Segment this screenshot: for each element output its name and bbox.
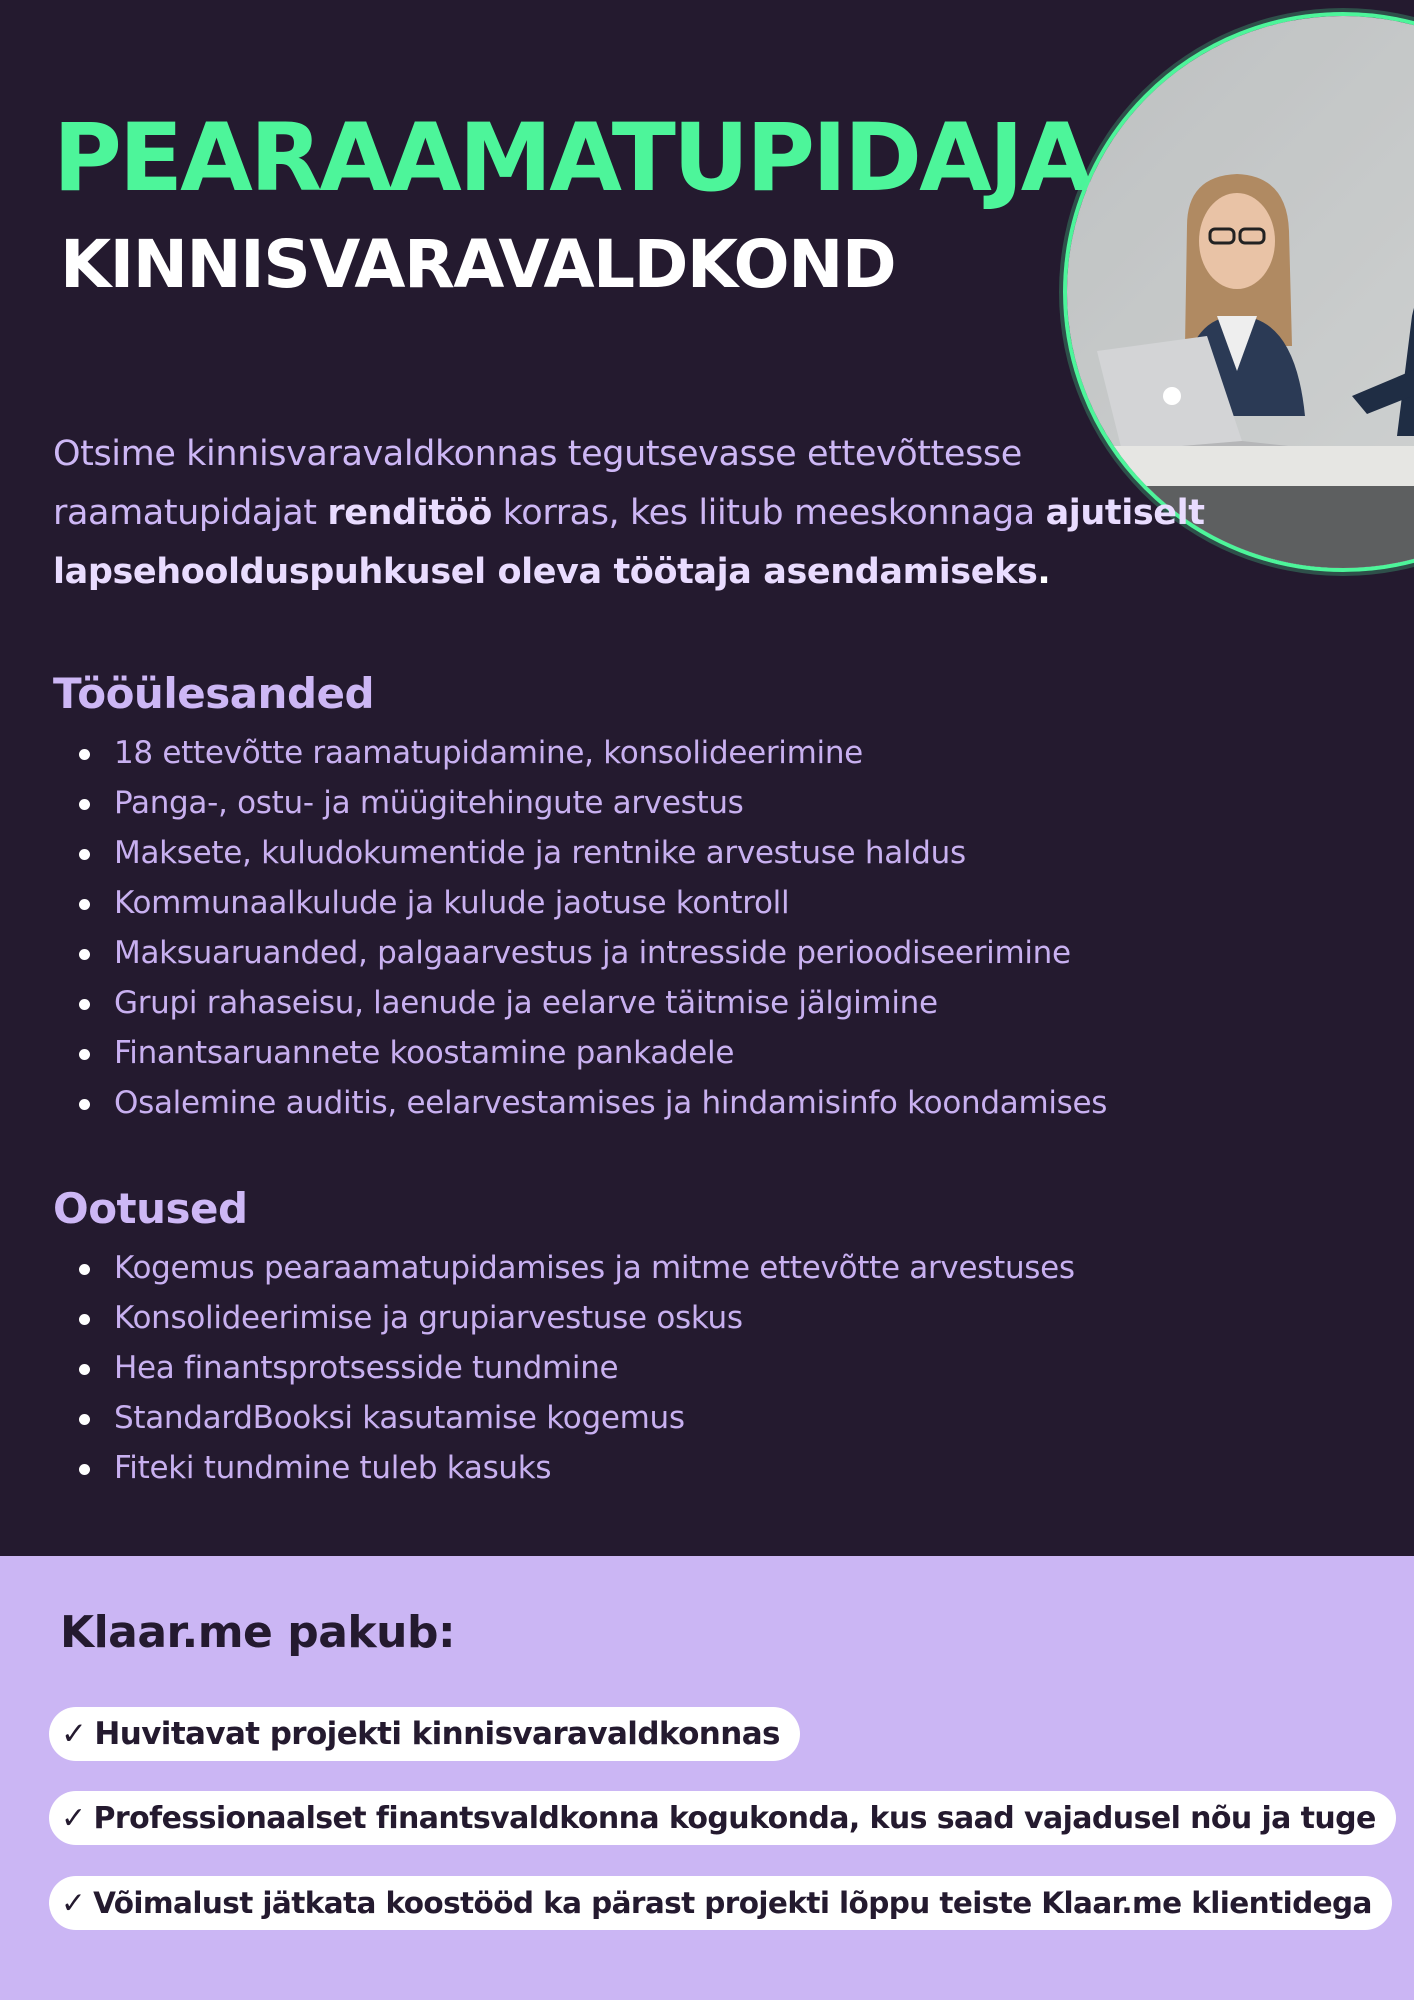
list-item: StandardBooksi kasutamise kogemus — [53, 1393, 1253, 1443]
list-item: Finantsaruannete koostamine pankadele — [53, 1028, 1253, 1078]
offer-item — [49, 1791, 1396, 1845]
check-icon: ✓ — [61, 1886, 86, 1920]
list-item: Fiteki tundmine tuleb kasuks — [53, 1443, 1253, 1493]
check-icon: ✓ — [61, 1800, 86, 1836]
intro-end: . — [1037, 552, 1051, 592]
offer-item — [49, 1876, 1392, 1930]
offer-item — [49, 1707, 800, 1761]
list-item: Osalemine auditis, eelarvestamises ja hindamisinfo koondamises — [53, 1078, 1253, 1128]
intro-paragraph — [53, 425, 1233, 602]
tasks-title: Tööülesanded — [53, 669, 375, 718]
list-item: Hea finantsprotsesside tundmine — [53, 1343, 1253, 1393]
list-item: Maksuaruanded, palgaarvestus ja intresside perioodiseerimine — [53, 928, 1253, 978]
intro-text-2: korras, kes liitub meeskonnaga — [491, 493, 1046, 533]
expectations-list — [53, 1243, 1253, 1493]
expectations-title: Ootused — [53, 1184, 248, 1233]
offer-section — [0, 1556, 1414, 2000]
list-item: Kommunaalkulude ja kulude jaotuse kontroll — [53, 878, 1253, 928]
page-subtitle: KINNISVARAVALDKOND — [60, 226, 896, 303]
list-item: 18 ettevõtte raamatupidamine, konsolideerimine — [53, 728, 1253, 778]
check-icon: ✓ — [61, 1716, 87, 1752]
list-item: Kogemus pearaamatupidamises ja mitme ettevõtte arvestuses — [53, 1243, 1253, 1293]
list-item: Konsolideerimise ja grupiarvestuse oskus — [53, 1293, 1253, 1343]
list-item: Maksete, kuludokumentide ja rentnike arvestuse haldus — [53, 828, 1253, 878]
intro-bold-1: renditöö — [327, 493, 492, 533]
offer-item-label: Professionaalset finantsvaldkonna kogukonda, kus saad vajadusel nõu ja tuge — [93, 1800, 1376, 1836]
intro-bold-2: ajutiselt lapsehoolduspuhkusel oleva töötaja asendamiseks — [53, 493, 1205, 592]
list-item: Panga-, ostu- ja müügitehingute arvestus — [53, 778, 1253, 828]
offer-title: Klaar.me pakub: — [60, 1607, 456, 1658]
intro-text-1: Otsime kinnisvaravaldkonnas tegutsevasse ettevõttesse raamatupidajat — [53, 434, 1022, 533]
offer-item-label: Võimalust jätkata koostööd ka pärast projekti lõppu teiste Klaar.me klientidega — [93, 1886, 1372, 1920]
list-item: Grupi rahaseisu, laenude ja eelarve täitmise jälgimine — [53, 978, 1253, 1028]
page-title: PEARAAMATUPIDAJA — [53, 104, 1091, 213]
tasks-list — [53, 728, 1253, 1128]
offer-item-label: Huvitavat projekti kinnisvaravaldkonnas — [94, 1716, 780, 1752]
